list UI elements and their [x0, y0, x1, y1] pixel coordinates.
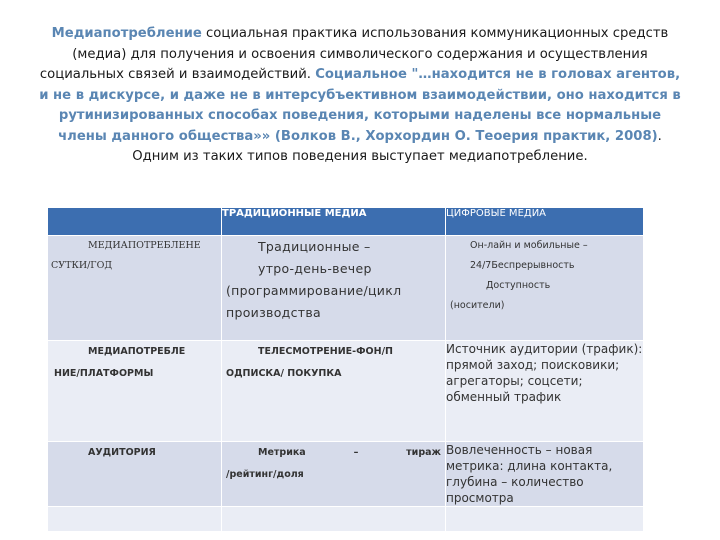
cell-line: Доступность	[486, 280, 551, 291]
row-label-audience	[48, 442, 222, 507]
header-traditional-media: ТРАДИЦИОННЫЕ МЕДИА	[222, 208, 446, 236]
digital-consumption-cell	[446, 236, 644, 341]
cell-line: (носители)	[450, 300, 505, 311]
lead-term: Медиапотребление	[51, 26, 202, 41]
cell-line: утро-день-вечер	[258, 261, 372, 276]
table-row	[48, 341, 644, 442]
table-header-row	[48, 208, 644, 236]
cell-word: Метрика	[258, 447, 306, 458]
cell-line: Традиционные –	[258, 239, 371, 254]
cell-line: Он-лайн и мобильные –	[470, 240, 588, 251]
row-label-line: СУТКИ/ГОД	[51, 260, 113, 271]
closing-text: . Одним из таких типов поведения выступает медиапотребление.	[132, 128, 662, 164]
empty-cell	[48, 507, 222, 532]
table-row	[48, 442, 644, 507]
definition-text: социальная практика использования коммуникационных средств (медиа) для получения и освоения символического содержания и осуществления социальных связей и взаимодействий.	[39, 26, 669, 82]
table-row-empty	[48, 507, 644, 532]
cell-word: –	[353, 447, 359, 458]
table-row	[48, 236, 644, 341]
row-label-line: МЕДИАПОТРЕБЛЕНЕ	[88, 240, 201, 251]
row-label-line: МЕДИАПОТРЕБЛЕ	[88, 346, 186, 357]
row-label-consumption	[48, 236, 222, 341]
cell-line: производства	[226, 305, 321, 320]
intro-paragraph	[36, 24, 684, 168]
quote-text: Социальное "…находится не в головах агентов, и не в дискурсе, и даже не в интерсубъективном взаимодействии, оно находится в рутинизированных способах поведения, которыми наделены все нормальные члены данного общества»» (Волков В., Хорхордин О. Теоерия практик, 2008)	[39, 67, 681, 144]
media-comparison-table	[47, 207, 644, 532]
traditional-audience-cell	[222, 442, 446, 507]
row-label-platforms	[48, 341, 222, 442]
empty-cell	[446, 507, 644, 532]
header-empty-cell	[48, 208, 222, 236]
cell-line: /рейтинг/доля	[226, 469, 304, 480]
cell-line: 24/7Беспрерывность	[470, 260, 575, 271]
header-digital-media: ЦИФРОВЫЕ МЕДИА	[446, 208, 644, 236]
cell-line: (программирование/цикл	[226, 283, 402, 298]
traditional-consumption-cell	[222, 236, 446, 341]
digital-audience-cell: Вовлеченность – новая метрика: длина контакта, глубина – количество просмотра	[446, 442, 644, 507]
traditional-platforms-cell	[222, 341, 446, 442]
cell-word: тираж	[406, 447, 441, 458]
cell-line	[222, 442, 445, 464]
row-label-line: НИЕ/ПЛАТФОРМЫ	[54, 368, 154, 379]
digital-platforms-cell: Источник аудитории (трафик): прямой заход; поисковики; агрегаторы; соцсети; обменный трафик	[446, 341, 644, 442]
cell-line: ОДПИСКА/ ПОКУПКА	[226, 368, 342, 379]
row-label-line: АУДИТОРИЯ	[88, 447, 156, 458]
empty-cell	[222, 507, 446, 532]
cell-line: ТЕЛЕСМОТРЕНИЕ-ФОН/П	[258, 346, 393, 357]
